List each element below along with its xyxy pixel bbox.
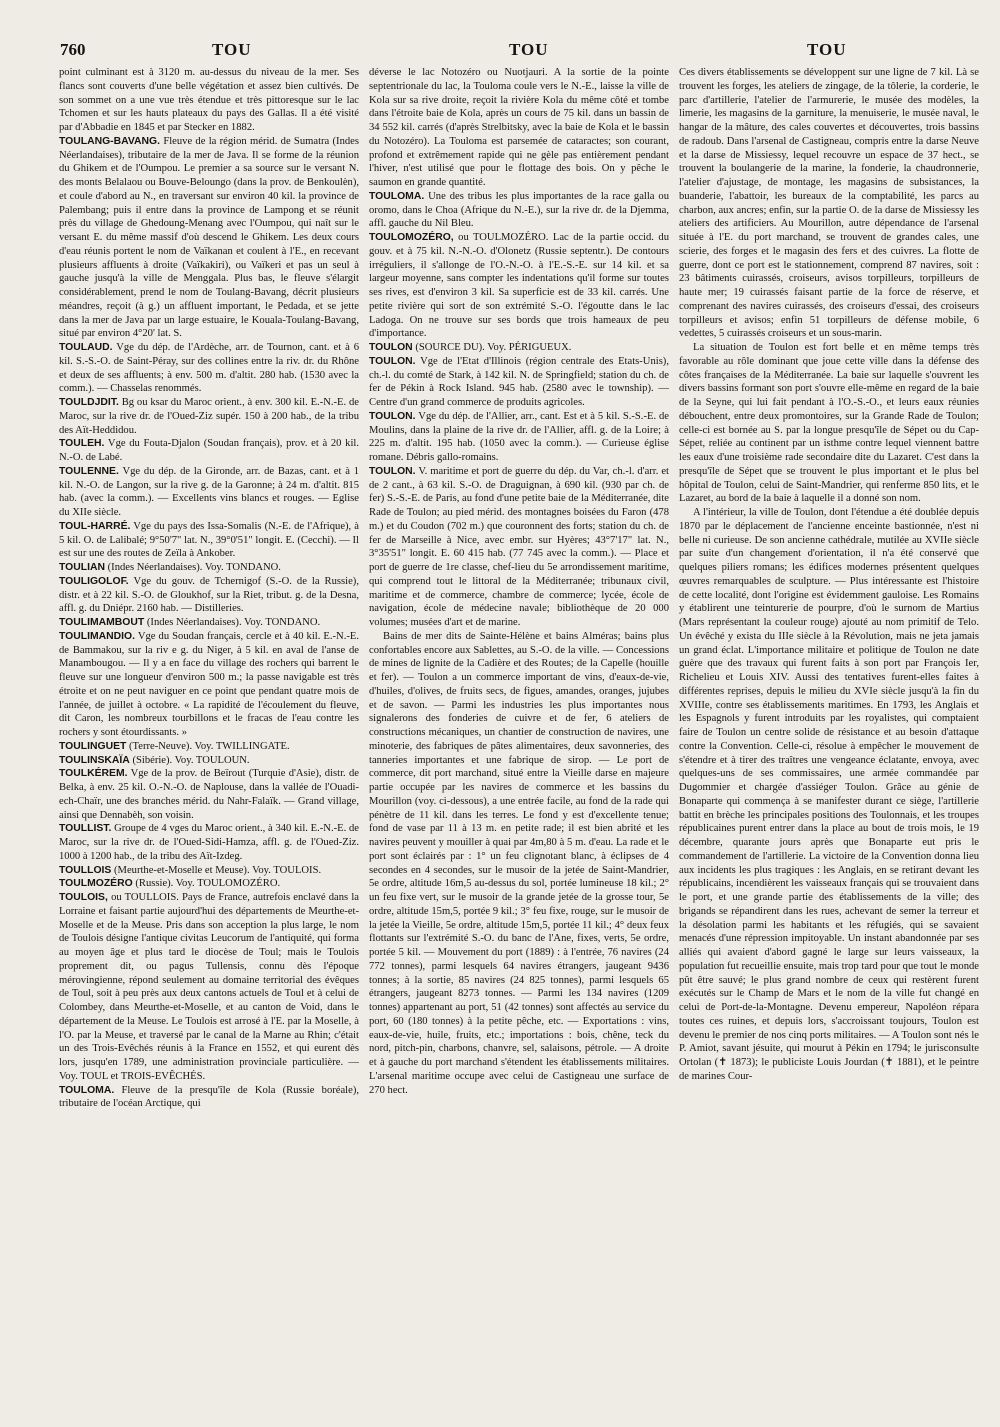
entry-headword: TOULON. bbox=[369, 410, 416, 422]
entry-headword: TOULLOIS bbox=[59, 864, 112, 876]
dictionary-entry bbox=[59, 396, 359, 437]
entry-headword: TOULIAN bbox=[59, 562, 105, 573]
entry-text: Bains de mer dits de Sainte-Hélène et bains Alméras; bains plus confortables encore aux Sablettes, au S.-O. de la ville. — Concessions de mines de lignite de la Cadière et des Routes; de la Capelle (houille et fer). — Toulon a un commerce important de vins, d'eaux-de-vie, d'huiles, d'olives, de fruits secs, de figues, amandes, oranges, jujubes et de savon. — Parmi les industries les plus importantes nous signalerons des fonderies de cuivre et de fer, 6 ateliers de constructions mécaniques, un chantier de construction de navires, une minoterie, des fabriques de pâtes alimentaires, deux savonneries, des tanneries importantes et une fabrique de sirop. — Le port de commerce, dit port marchand, situé entre la Vieille darse en majeure partie occupée par les navires de commerce et les bassins du Mourillon (voy. ci-dessous), a une entrée facile, au fond de la rade qui pénètre de 11 kil. dans les terres. Le fond y est d'excellente tenue; fond de vase par 11 à 13 m. en petite rade; il est bien abrité et les navires peuvent y mouiller à quai par 4m,80 à 5 m. d'eau. La rade et le port sont éclairés par : 1° un feu clignotant blanc, à éclipses de 4 secondes en 4 secondes, sur le musoir de la jetée de Saint-Mandrier, 5e ordre, altitude 16m,5 au-dessus du sol, portée lumineuse 18 kil.; 2° un feu fixe vert, sur le musoir de la grande jetée de la grosse tour, 5e ordre, altitude 15m,5, portée 9 kil.; 3° feu fixe, rouge, sur le musoir de la jetée la Vieille, 5e ordre, altitude 15m,5, portée 11 kil.; 4° deux feux flottants sur l'extrémité S.-O. du banc de l'Ane, fixes, verts, 5e ordre, portée 5 kil. — Mouvement du port (1889) : à l'entrée, 76 navires (24 772 tonnes), parmi lesquels 64 navires étrangers, jaugeant 9436 tonnes; à la sortie, 85 navires (24 825 tonnes), parmi lesquels 65 étrangers, jaugeant 8273 tonnes. — Parmi les 134 navires (1209 tonnes) appartenant au port, 51 (42 tonnes) sont affectés au service du port, 60 (180 tonnes) à la petite pêche, etc. — Exportations : vins, eaux-de-vie, huile, fruits, etc.; importations : bois, chêne, teck du nord, pitch-pin, charbons, chanvre, sel, salaisons, pétrole. — A droite et à gauche du port marchand s'étendent les établissements militaires. L'arsenal maritime occupe avec celui de Castigneau une surface de 270 hect. bbox=[369, 630, 669, 1096]
entry-text: ou TOULLOIS. Pays de France, autrefois enclavé dans la Lorraine et faisant partie aujourd'hui des départements de Meurthe-et-Moselle et de la Meuse. Pris dans son acception la plus large, le nom de Toulois désigne l'antique civitas Leucorum de l'antiquité, qui forma au moyen âge et plus tard le diocèse de Toul; mais le Toulois proprement dit, ou pagus Tullensis, connu dès l'époque mérovingienne, répond seulement au domaine territorial des évêques de Toul, soit à peu près aux deux cantons actuels de Toul et à celui de Colombey, dans Meurthe-et-Moselle, et au canton de Void, dans le département de la Meuse. Le Toulois est arrosé à l'E. par la Moselle, à l'O. par la Meuse, et traversé par le canal de la Marne au Rhin; c'était un des Trois-Evêchés réunis à la France en 1552, et qui eurent dès lors, jusqu'en 1789, une administration provinciale particulière. — Voy. TOUL et TROIS-EVÊCHÉS. bbox=[59, 892, 359, 1082]
entry-text: (Russie). Voy. TOULOMOZÉRO. bbox=[135, 878, 281, 890]
entry-headword: TOULDJDIT. bbox=[59, 397, 119, 408]
entry-text: Vge du gouv. de Tchernigof (S.-O. de la Russie), distr. et à 22 kil. S.-O. de Gloukhof, sur la Riet, tribut. g. de la Desna, affl. g. du Dniépr. 2160 hab. — Distilleries. bbox=[59, 575, 359, 615]
entry-text: Vge du dép. de la Gironde, arr. de Bazas, cant. et à 1 kil. N.-O. de Langon, sur la rive g. de la Garonne; à 24 m. d'altit. 815 hab. (avec la comm.). — Excellents vins blancs et rouges. — Eglise du XIIe siècle. bbox=[59, 465, 359, 518]
running-head-right: TOU bbox=[807, 40, 847, 59]
entry-text: Vge du Fouta-Djalon (Soudan français), prov. et à 20 kil. N.-O. de Labé. bbox=[59, 438, 359, 463]
dictionary-entry bbox=[369, 410, 669, 465]
entry-text: (Meurthe-et-Moselle et Meuse). Voy. TOULOIS. bbox=[114, 864, 322, 876]
dictionary-entry bbox=[369, 465, 669, 630]
text-column-center bbox=[369, 66, 669, 1411]
entry-headword: TOULON. bbox=[369, 355, 416, 367]
running-head-left: TOU bbox=[212, 40, 252, 59]
dictionary-entry bbox=[59, 864, 359, 878]
entry-headword: TOULIGOLOF. bbox=[59, 575, 129, 587]
entry-text: Fleuve de la presqu'île de Kola (Russie boréale), tributaire de l'océan Arctique, qui bbox=[59, 1084, 359, 1110]
entry-text: Groupe de 4 vges du Maroc orient., à 340 kil. E.-N.-E. de Maroc, sur la rive dr. de l'Oued-Sidi-Hamza, affl. g. de l'Oued-Ziz. 1000 à 1200 hab., de la tribu des Aït-Izdeg. bbox=[59, 823, 359, 862]
entry-text: (Indes Néerlandaises). Voy. TONDANO. bbox=[146, 617, 321, 628]
dictionary-entry bbox=[369, 66, 669, 190]
entry-headword: TOULAUD. bbox=[59, 342, 113, 353]
dictionary-entry bbox=[369, 355, 669, 410]
entry-text: (Sibérie). Voy. TOULOUN. bbox=[132, 754, 250, 766]
dictionary-entry bbox=[369, 190, 669, 231]
dictionary-entry bbox=[59, 877, 359, 891]
entry-headword: TOULINSKAÏA bbox=[59, 754, 130, 766]
entry-text: Vge du dép. de l'Allier, arr., cant. Est et à 5 kil. S.-S.-E. de Moulins, dans la plaine de la rive dr. de l'Allier, affl. g. de la Loire; à 225 m. d'altit. 195 hab. (1050 avec la comm.). — Curieuse église romane. Débris gallo-romains. bbox=[369, 410, 669, 463]
entry-headword: TOULENNE. bbox=[59, 465, 119, 477]
entry-text: Vge de l'Etat d'Illinois (région centrale des Etats-Unis), ch.-l. du comté de Stark, à 142 kil. N. de Springfield; station du ch. de fer de Pékin à Rock Island. 945 hab. (2580 avec le township). — Centre d'un grand commerce de produits agricoles. bbox=[369, 355, 669, 408]
entry-headword: TOULKÉREM. bbox=[59, 768, 128, 780]
entry-headword: TOULIMANDIO. bbox=[59, 630, 136, 642]
entry-text: Bg ou ksar du Maroc orient., à env. 300 kil. E.-N.-E. de Maroc, sur la rive dr. de l'Oued-Ziz supér. 150 à 200 hab., de la tribu des Aït-Heddidou. bbox=[59, 397, 359, 436]
entry-text: Une des tribus les plus importantes de la race galla ou oromo, dans le Choa (Afrique du N.-E.), sur la rive dr. de la Djemma, affl. gauche du Nil Bleu. bbox=[369, 190, 669, 230]
dictionary-entry bbox=[369, 231, 669, 341]
dictionary-entry bbox=[59, 891, 359, 1084]
entry-headword: TOULON bbox=[369, 342, 413, 353]
dictionary-entry bbox=[59, 754, 359, 768]
text-column-left bbox=[59, 66, 359, 1411]
dictionary-entry bbox=[369, 341, 669, 355]
entry-text: Ces divers établissements se développent sur une ligne de 7 kil. Là se trouvent les forges, les ateliers de zingage, de la tôlerie, la corderie, le parc d'artillerie, l'atelier de l'armurerie, le musée des modèles, la limerie, les magasins de la garniture, la menuiserie, le musée naval, le hangar de la mâture, des cales couvertes et découvertes, trois bassins de radoub. Dans l'arsenal de Castigneau, compris entre la darse Neuve et la darse de Missiessy, lequel recouvre un espace de 37 hect., se trouvent la boulangerie de la marine, la fonderie, la chaudronnerie, l'atelier d'ajustage, de montage, les magasins de subsistances, la buanderie, l'abattoir, les bureaux de la comptabilité, les parcs au charbon, aux ancres; enfin, sur la partie O. de la darse de Missiessy les ateliers des artificiers. Au Mourillon, autre dépendance de l'arsenal située à l'E. du port marchand, se trouvent de grandes cales, une scierie, des forges et le magasin des fers et des cuivres. La flotte de guerre, dont ce port est le stationnement, comprend 87 navires, soit : 23 bâtiments cuirassés, croiseurs, avisos torpilleurs, torpilleurs de haute mer; 19 cuirassés faisant partie de la force de réserve, et comprenant des navires cuirassés, des croiseurs d'essai, des croiseurs torpilleurs et avisos; enfin 51 torpilleurs de défense mobile, 6 vedettes, 5 cuirassés croiseurs et un sous-marin. bbox=[679, 67, 979, 340]
entry-text: V. maritime et port de guerre du dép. du Var, ch.-l. d'arr. et de 2 cant., à 63 kil. S.-O. de Draguignan, à 690 kil. (930 par ch. de fer) S.-S.-E. de Paris, au fond d'une petite baie de la Méditerranée, dite Rade de Toulon; au pied mérid. des montagnes boisées du Faron (478 m.) et du Coudon (702 m.) que couronnent des forts; station du ch. de fer de Marseille à Nice, avec embr. sur Hyères; 43°7'17" lat. N., 3°35'51" longit. E. 60 415 hab. (77 745 avec la comm.). — Place et port de guerre de 1re classe, chef-lieu du 5e arrondissement maritime, qui comprend tout le littoral de la Méditerranée; tribunaux civil, maritime et de commerce, chambre de commerce; lycée, école de navigation, école de médecine navale; bibliothèque de 20 000 volumes; musées d'art et de marine. bbox=[369, 465, 669, 628]
entry-headword: TOULOMA. bbox=[369, 190, 425, 202]
page-number: 760 bbox=[60, 40, 86, 59]
dictionary-entry bbox=[679, 506, 979, 1084]
entry-text: Vge du pays des Issa-Somalis (N.-E. de l'Afrique), à 5 kil. O. de Lalibalé; 9°50'7" lat. N., 39°0'51" longit. E. (Cecchi). — Il est sur une des routes de Zeïla à Ankober. bbox=[59, 520, 359, 560]
entry-text: La situation de Toulon est fort belle et en même temps très favorable au rôle dominant que joue cette ville dans la défense des côtes françaises de la Méditerranée. La baie sur laquelle s'ouvrent les divers bassins formant son port s'ouvre elle-même en regard de la baie de la Seyne, qui lui fait pendant à l'O.-S.-O., et leurs eaux réunies débouchent, entre deux promontoires, sur la Grande Rade de Toulon; celle-ci est bornée au S. par la longue presqu'île de Sépet ou du Cap-Sépet, reliée au continent par un isthme contre lequel viennent battre les eaux d'une troisième rade secondaire dite du Lazaret. C'est dans la presqu'île de Sépet que se trouvent le plus important et le plus bel hôpital de Toulon, celui de Saint-Mandrier, qui renferme 850 lits, et le Lazaret, au bord de la baie à laquelle il a donné son nom. bbox=[679, 342, 979, 505]
dictionary-entry bbox=[679, 66, 979, 341]
entry-text: Vge du dép. de l'Ardèche, arr. de Tournon, cant. et à 6 kil. S.-S.-O. de Saint-Péray, sur des collines entre la riv. dr. du Rhône et deux de ses affluents; à env. 500 m. d'altit. 280 hab. (1530 avec la comm.). — Chasselas renommés. bbox=[59, 342, 359, 395]
page-header bbox=[0, 40, 1000, 64]
entry-headword: TOULOMOZÉRO, bbox=[369, 232, 454, 243]
dictionary-entry bbox=[59, 341, 359, 396]
dictionary-entry bbox=[59, 767, 359, 822]
entry-text: A l'intérieur, la ville de Toulon, dont l'étendue a été doublée depuis 1870 par le déplacement de l'ancienne enceinte bastionnée, n'est ni belle ni curieuse. De son ancienne cathédrale, mutilée au XVIIe siècle par suite d'un changement d'orientation, il n'a été conservé que quelques piliers romans; les édifices modernes présentent quelques œuvres remarquables de sculpture. — Plus intéressante est l'histoire de cette localité, dont l'origine est évidemment gauloise. Les Romains y établirent une teinturerie de pourpre, d'où le surnom de Martius (Mars représentant la couleur rouge) ajouté au nom primitif de Telo. Un évêché y exista du IIIe siècle à la Révolution, mais ne jeta jamais un grand éclat. L'importance militaire et politique de Toulon ne date guère que des travaux qui furent faits à son port par François Ier, Richelieu et Louis XIV. Aussi des tentatives furent-elles faites à différentes reprises, depuis le milieu du XVIe siècle jusqu'à la fin du XVIIIe, contre ses établissements maritimes. En 1793, les Anglais et les Espagnols y furent introduits par les royalistes, qui comptaient faire de Toulon un centre solide de résistance et au besoin d'attaque contre la Convention. Celle-ci, résolue à empêcher le mouvement de s'étendre et à tirer des traîtres une vengeance éclatante, envoya, avec quelques-uns de ses commissaires, une armée commandée par Dugommier et chargée d'assiéger Toulon. Grâce au génie de Bonaparte qui commença à se manifester durant ce siège, l'artillerie battit en brèche les principales positions des Toulonnais, et les troupes républicaines purent entrer dans la place au bout de trois mois, le 19 décembre, quarante jours après que Bonaparte eut pris le commandement de l'artillerie. La victoire de la Convention donna lieu aux incidents les plus tragiques : les Anglais, en se retirant devant les républicains, incendièrent les vaisseaux français qui se trouvaient dans le port, et une grande partie des établissements de la ville; des brigands se répandirent dans les rues, achevant de semer la terreur et la désolation parmi les habitants et les réfugiés, qui se savaient menacés d'une répression impitoyable. Un instant abandonnée par ses alliés qui avaient d'abord gagné le large sur leurs vaisseaux, la population fut recueillie ensuite, mais trop tard pour que tout le monde pût être sauvé; le plus grand nombre de ceux qui restèrent furent exécutés sur le Champ de Mars et le nom de la ville fut changé en celui de Port-de-la-Montagne. Devenu empereur, Napoléon répara toutes ces ruines, et depuis lors, s'accroissant toujours, Toulon est devenu le premier de nos cinq ports militaires. — A Toulon sont nés le P. Amiot, savant jésuite, qui mourut à Pékin en 1794; le jurisconsulte Ortolan (✝ 1873); le publiciste Louis Jourdan (✝ 1881), et le peintre de marines Cour- bbox=[679, 507, 979, 1082]
entry-headword: TOULIMAMBOUT bbox=[59, 617, 145, 628]
dictionary-entry bbox=[59, 520, 359, 561]
dictionary-entry bbox=[59, 135, 359, 341]
dictionary-entry bbox=[59, 1084, 359, 1112]
dictionary-entry bbox=[59, 740, 359, 754]
entry-headword: TOULMOZÉRO bbox=[59, 878, 133, 890]
entry-text: déverse le lac Notozéro ou Nuotjauri. A la sortie de la pointe septentrionale du lac, la Touloma coule vers le N.-E., laisse la ville de Kola sur sa rive droite, reçoit la rivière Kola du même côté et tombe dans l'étroite baie de Kola, après un cours de 75 kil. dans un bassin de 34 552 kil. carrés (d'après Strelbitsky, avec la baie de Kola et le bassin du Notozéro). La Touloma est parsemée de cataractes; son courant, profond et extrêmement rapide qui ne gèle pas entièrement pendant l'hiver, n'est utilisé que pour le flottage des bois. On y pêche le saumon en grande quantité. bbox=[369, 67, 669, 188]
text-column-right bbox=[679, 66, 979, 1411]
entry-text: Fleuve de la région mérid. de Sumatra (Indes Néerlandaises), tributaire de la mer de Java. Il se forme de la réunion du Ghikem et de l'Oumpou. Le premier a sa source sur le versant N. des monts Belalaou ou Bouve-Beloungo (dans la prov. de Benkoulèn), et coule d'abord au N., en traversant sur environ 40 kil. la province de Palembang; puis il entre dans la province de Lampong et se réunit près du village de Ghedoung-Menang avec l'Oumpou, qui naît sur le versant E. du même massif d'où descend le Ghikem. Les deux cours d'eau réunis portent le nom de Vaïkanan et coulent à l'E., en recevant plusieurs affluents à droite (Vaïkakiri), ou Vaïkeri et pas un seul à gauche jusqu'à la ville de Menggala. Plus bas, le fleuve s'élargit considérablement, prend le nom de Toulang-Bavang, décrit plusieurs méandres, reçoit (à g.) un affluent important, le Pedada, et se jette dans la mer de Java par un large estuaire, le Kouala-Toulang-Bavang, situé par environ 4°20' lat. S. bbox=[59, 135, 359, 340]
dictionary-entry bbox=[59, 561, 359, 575]
dictionary-entry bbox=[59, 437, 359, 465]
dictionary-entry bbox=[59, 66, 359, 135]
entry-headword: TOULEH. bbox=[59, 438, 105, 450]
entry-text: (Terre-Neuve). Voy. TWILLINGATE. bbox=[129, 740, 290, 752]
entry-text: point culminant est à 3120 m. au-dessus du niveau de la mer. Ses flancs sont couverts d'une belle végétation et assez bien cultivés. De son sommet on a une vue très étendue et très pittoresque sur le lac Tchomen et sur les hauts plateaux du pays des Gallas. Il a été visité par d'Abbadie en 1845 et par Stecker en 1882. bbox=[59, 67, 359, 133]
entry-text: ou TOULMOZÉRO. Lac de la partie occid. du gouv. et à 75 kil. N.-N.-O. d'Olonetz (Russie septentr.). De contours irréguliers, il s'allonge de l'O.-N.-O. à l'E.-S.-E. sur 14 kil. et sa largeur moyenne, sans compter les indentations qu'il forme sur toutes ses rives, est d'environ 3 kil. Sa superficie est de 33 kil. carrés. Une petite rivière qui sort de son extrémité S.-O. l'égoutte dans le lac Ladoga. On ne trouve sur ses bords que trois hameaux de peu d'importance. bbox=[369, 232, 669, 340]
dictionary-entry bbox=[679, 341, 979, 506]
entry-text: (SOURCE DU). Voy. PÉRIGUEUX. bbox=[415, 342, 572, 353]
entry-headword: TOULINGUET bbox=[59, 740, 127, 752]
entry-headword: TOULON. bbox=[369, 465, 416, 477]
dictionary-entry bbox=[59, 822, 359, 863]
entry-text: Vge de la prov. de Beïrout (Turquie d'Asie), distr. de Belka, à env. 25 kil. O.-N.-O. de Naplouse, dans la vallée de l'Ouadi-ech-Chaïr, une des branches mérid. du Nahr-Falaïk. — Grand village, ainsi que Dennabèh, son voisin. bbox=[59, 768, 359, 821]
entry-headword: TOULLIST. bbox=[59, 823, 112, 835]
entry-text: Vge du Soudan français, cercle et à 40 kil. E.-N.-E. de Bammakou, sur la riv e g. du Niger, à 5 kil. en aval de l'anse de Manambougou. — Il y a en face du village des rochers qui barrent le fleuve sur une longueur d'environ 500 m.; la passe navigable est très étroite et on ne peut naviguer en ce point que pendant quatre mois de l'année, de juillet à octobre. « La rapidité de l'écoulement du fleuve, dit Caron, les nombreux tourbillons et le fracas de l'eau contre les rochers y sont étourdissants. » bbox=[59, 630, 359, 738]
dictionary-entry bbox=[59, 630, 359, 740]
dictionary-entry bbox=[59, 465, 359, 520]
entry-headword: TOUL-HARRÉ. bbox=[59, 520, 131, 532]
entry-headword: TOULOMA. bbox=[59, 1084, 115, 1096]
dictionary-entry bbox=[369, 630, 669, 1098]
dictionary-entry bbox=[59, 575, 359, 616]
dictionary-entry bbox=[59, 616, 359, 630]
entry-headword: TOULOIS, bbox=[59, 892, 108, 903]
entry-headword: TOULANG-BAVANG. bbox=[59, 135, 161, 147]
entry-text: (Indes Néerlandaises). Voy. TONDANO. bbox=[107, 562, 281, 573]
running-head-center: TOU bbox=[509, 40, 549, 59]
